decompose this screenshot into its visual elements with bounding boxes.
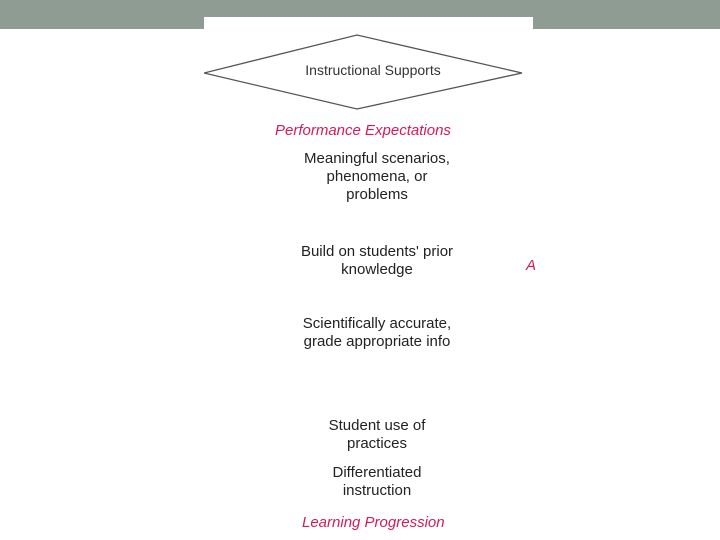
item-differentiated-instruction: Differentiated instruction <box>332 464 422 499</box>
item-scientifically-accurate: Scientifically accurate, grade appropriate info <box>302 315 452 350</box>
cut-off-letter: A <box>526 257 537 274</box>
figure-panel <box>204 17 537 540</box>
item-build-on-prior-knowledge: Build on students' prior knowledge <box>300 243 454 278</box>
instructional-supports-label: Instructional Supports <box>305 62 441 78</box>
performance-expectations-heading: Performance Expectations <box>275 122 451 139</box>
item-student-use-of-practices: Student use of practices <box>328 417 426 452</box>
item-meaningful-scenarios: Meaningful scenarios, phenomena, or problems <box>304 150 450 203</box>
learning-progression-heading: Learning Progression <box>302 514 445 531</box>
